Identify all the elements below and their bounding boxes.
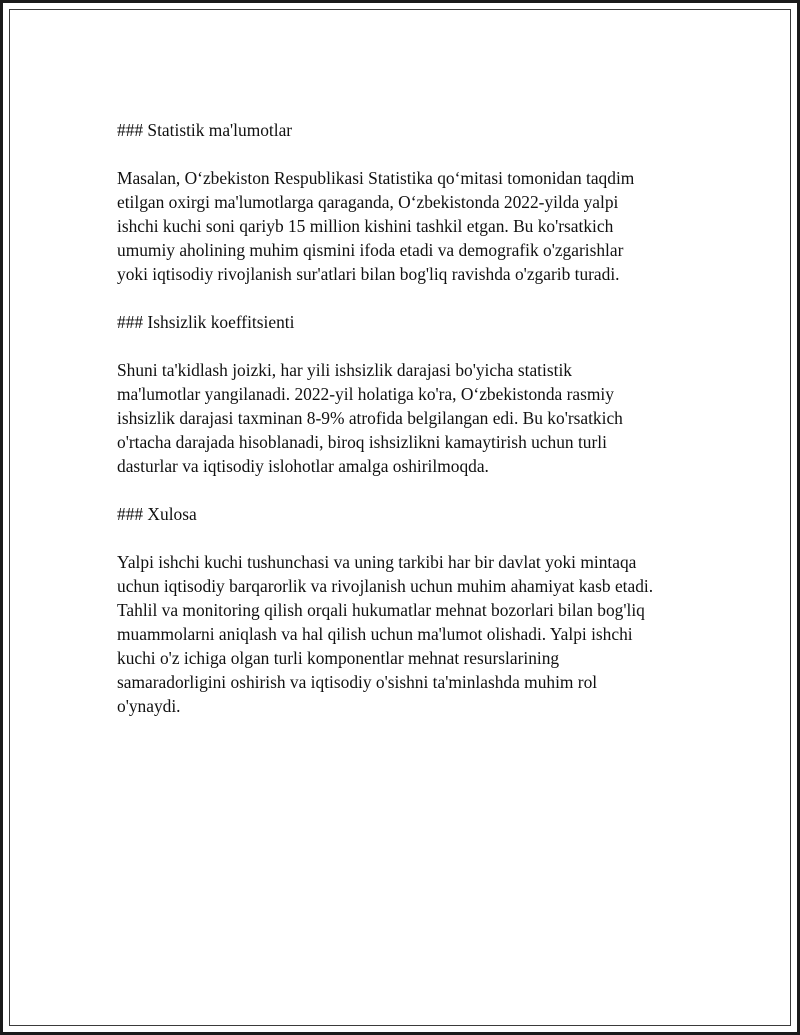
paragraph-line: Yalpi ishchi kuchi tushunchasi va uning tarkibi har bir davlat yoki mintaqa	[117, 552, 637, 572]
paragraph-line: ishsizlik darajasi taxminan 8-9% atrofida belgilangan edi. Bu ko'rsatkich	[117, 408, 623, 428]
paragraph-line: o'rtacha darajada hisoblanadi, biroq ishsizlikni kamaytirish uchun turli	[117, 432, 607, 452]
paragraph-line: dasturlar va iqtisodiy islohotlar amalga oshirilmoqda.	[117, 456, 489, 476]
section-heading-unemployment: ### Ishsizlik koeffitsienti	[117, 312, 295, 332]
paragraph-line: yoki iqtisodiy rivojlanish sur'atlari bilan bog'liq ravishda o'zgarib turadi.	[117, 264, 620, 284]
section-heading-statistics: ### Statistik ma'lumotlar	[117, 120, 293, 140]
paragraph-line: samaradorligini oshirish va iqtisodiy o'sishni ta'minlashda muhim rol	[117, 672, 598, 692]
paragraph-line: Shuni ta'kidlash joizki, har yili ishsizlik darajasi bo'yicha statistik	[117, 360, 572, 380]
paragraph-line: Masalan, O‘zbekiston Respublikasi Statistika qo‘mitasi tomonidan taqdim	[117, 168, 635, 188]
paragraph-line: o'ynaydi.	[117, 696, 181, 716]
section-paragraph-statistics	[117, 166, 707, 286]
paragraph-line: ma'lumotlar yangilanadi. 2022-yil holatiga ko'ra, O‘zbekistonda rasmiy	[117, 384, 614, 404]
paragraph-line: kuchi o'z ichiga olgan turli komponentlar mehnat resurslarining	[117, 648, 560, 668]
paragraph-line: muammolarni aniqlash va hal qilish uchun ma'lumot olishadi. Yalpi ishchi	[117, 624, 633, 644]
paragraph-line: Tahlil va monitoring qilish orqali hukumatlar mehnat bozorlari bilan bog'liq	[117, 600, 645, 620]
document-body	[117, 118, 707, 742]
paragraph-line: etilgan oxirgi ma'lumotlarga qaraganda, O‘zbekistonda 2022-yilda yalpi	[117, 192, 619, 212]
section-paragraph-conclusion	[117, 550, 707, 718]
paragraph-line: uchun iqtisodiy barqarorlik va rivojlanish uchun muhim ahamiyat kasb etadi.	[117, 576, 654, 596]
paragraph-line: umumiy aholining muhim qismini ifoda etadi va demografik o'zgarishlar	[117, 240, 624, 260]
section-paragraph-unemployment	[117, 358, 707, 478]
paragraph-line: ishchi kuchi soni qariyb 15 million kishini tashkil etgan. Bu ko'rsatkich	[117, 216, 614, 236]
section-heading-conclusion: ### Xulosa	[117, 504, 197, 524]
